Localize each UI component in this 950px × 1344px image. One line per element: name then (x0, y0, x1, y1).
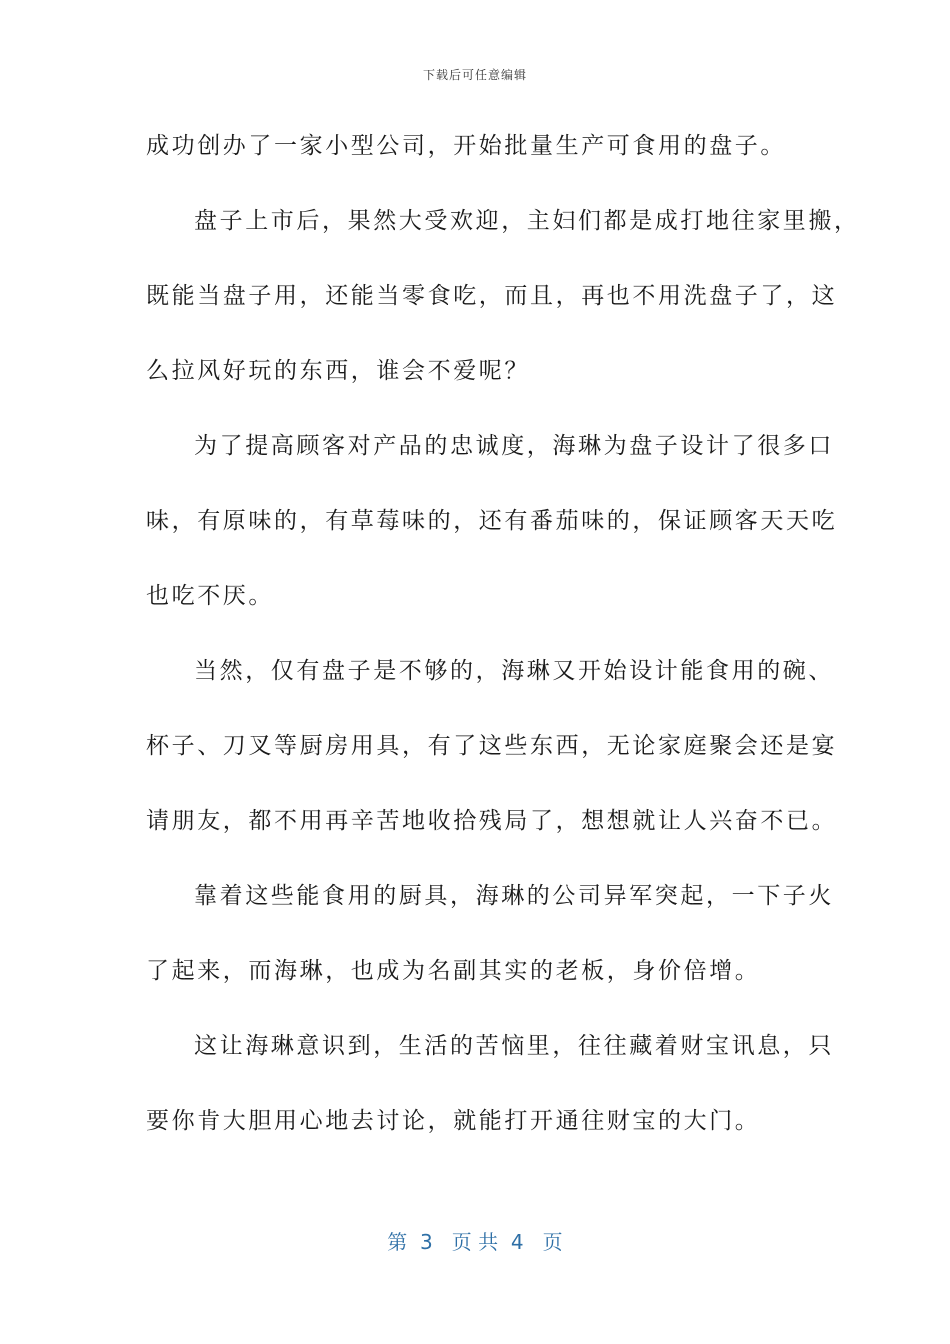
body-line: 为了提高顾客对产品的忠诚度，海琳为盘子设计了很多口 (194, 433, 834, 459)
body-line: 味，有原味的，有草莓味的，还有番茄味的，保证顾客天天吃 (146, 508, 838, 534)
body-line: 当然，仅有盘子是不够的，海琳又开始设计能食用的碗、 (194, 658, 834, 684)
body-line: 请朋友，都不用再辛苦地收拾残局了，想想就让人兴奋不已。 (146, 808, 838, 834)
page-header: 下载后可任意编辑 (422, 68, 527, 82)
page-number-footer: 第 3 页 共 4 页 (387, 1230, 563, 1254)
body-line: 成功创办了一家小型公司，开始批量生产可食用的盘子。 (146, 133, 786, 159)
body-line: 既能当盘子用，还能当零食吃，而且，再也不用洗盘子了，这 (146, 283, 838, 309)
body-line: 了起来，而海琳，也成为名副其实的老板，身价倍增。 (146, 958, 761, 984)
body-line: 杯子、刀叉等厨房用具，有了这些东西，无论家庭聚会还是宴 (146, 733, 838, 759)
body-line: 要你肯大胆用心地去讨论，就能打开通往财宝的大门。 (146, 1108, 761, 1134)
body-line: 么拉风好玩的东西，谁会不爱呢？ (146, 358, 530, 384)
body-line: 也吃不厌。 (146, 583, 274, 609)
body-line: 盘子上市后，果然大受欢迎，主妇们都是成打地往家里搬， (194, 208, 860, 234)
body-line: 靠着这些能食用的厨具，海琳的公司异军突起，一下子火 (194, 883, 834, 909)
body-line: 这让海琳意识到，生活的苦恼里，往往藏着财宝讯息，只 (194, 1033, 834, 1059)
